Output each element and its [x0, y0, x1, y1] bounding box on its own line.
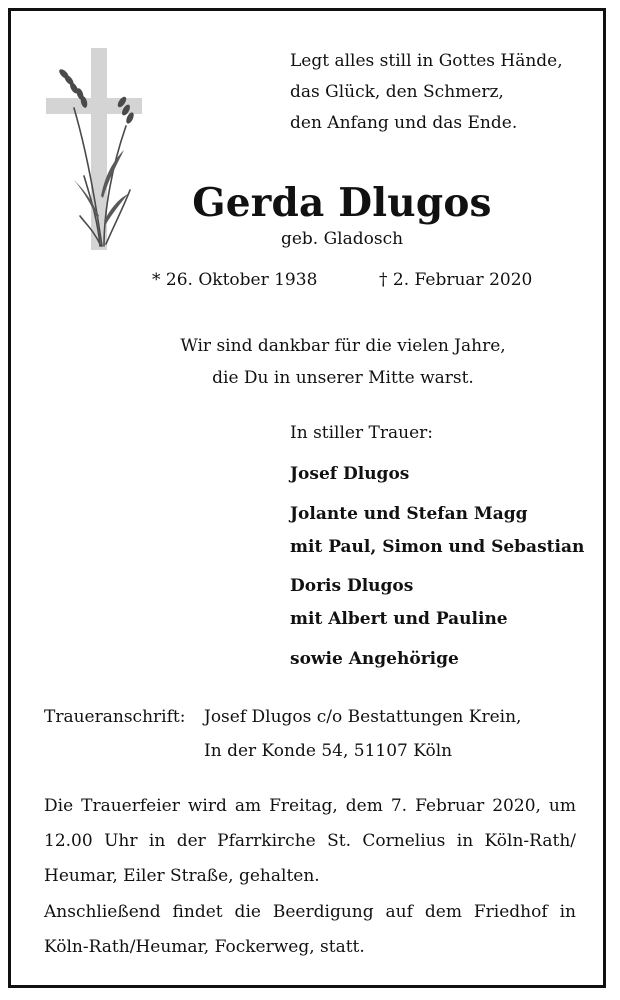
service-paragraph: Die Trauerfeier wird am Freitag, dem 7. Februar 2020, um 12.00 Uhr in der Pfarrkirche St. Cornelius in Köln-Rath/ Heumar, Eiler Straße, gehalten. — [44, 796, 576, 886]
address-line: In der Konde 54, 51107 Köln — [204, 741, 453, 761]
deceased-name: Gerda Dlugos — [192, 180, 492, 226]
mourner-group — [290, 570, 508, 636]
mourner-group — [290, 643, 459, 676]
mourner-name: sowie Angehörige — [290, 649, 459, 669]
mourner-group — [290, 458, 409, 491]
address-line: Josef Dlugos c/o Bestattungen Krein, — [204, 707, 522, 727]
mourner-name: mit Paul, Simon und Sebastian — [290, 537, 585, 557]
verse — [290, 46, 563, 139]
death-date: † 2. Februar 2020 — [379, 270, 533, 290]
thanks-text — [0, 330, 620, 394]
mourner-group — [290, 498, 584, 564]
mourner-name: mit Albert und Pauline — [290, 609, 508, 629]
mourners-intro: In stiller Trauer: — [290, 423, 433, 443]
mourner-name: Doris Dlugos — [290, 576, 414, 596]
mourner-name: Jolante und Stefan Magg — [290, 504, 528, 524]
mourner-name: Josef Dlugos — [290, 464, 410, 484]
verse-line: das Glück, den Schmerz, — [290, 82, 504, 102]
birth-date: * 26. Oktober 1938 — [152, 270, 318, 290]
thanks-line: die Du in unserer Mitte warst. — [212, 368, 474, 388]
thanks-line: Wir sind dankbar für die vielen Jahre, — [180, 336, 506, 356]
maiden-name: geb. Gladosch — [280, 229, 404, 249]
address-label: Traueranschrift: — [44, 707, 186, 727]
burial-paragraph: Anschließend findet die Beerdigung auf dem Friedhof in Köln-Rath/Heumar, Fockerweg, statt. — [44, 902, 576, 957]
verse-line: Legt alles still in Gottes Hände, — [290, 51, 563, 71]
verse-line: den Anfang und das Ende. — [290, 113, 518, 133]
